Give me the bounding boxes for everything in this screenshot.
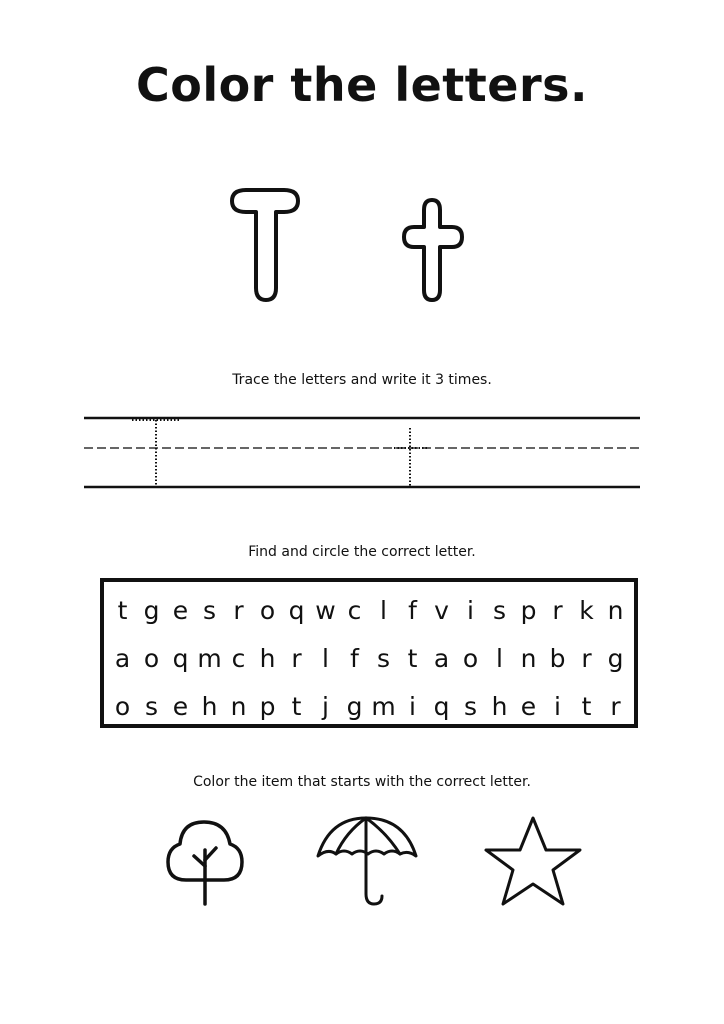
outlined-lowercase-t bbox=[404, 200, 462, 300]
grid-letter[interactable]: o bbox=[259, 596, 276, 625]
grid-letter[interactable]: q bbox=[433, 692, 450, 721]
grid-letter[interactable]: g bbox=[143, 596, 160, 625]
grid-letter[interactable]: s bbox=[202, 596, 217, 625]
grid-letter[interactable]: e bbox=[172, 596, 189, 625]
grid-letter[interactable]: l bbox=[322, 644, 329, 673]
grid-letter[interactable]: r bbox=[581, 644, 592, 673]
grid-letter[interactable]: s bbox=[376, 644, 391, 673]
star-icon[interactable] bbox=[486, 818, 580, 904]
outlined-uppercase-t bbox=[232, 190, 298, 300]
grid-letter[interactable]: f bbox=[350, 644, 359, 673]
grid-letter[interactable]: e bbox=[520, 692, 537, 721]
grid-letter[interactable]: h bbox=[259, 644, 276, 673]
grid-letter[interactable]: n bbox=[520, 644, 537, 673]
grid-letter[interactable]: t bbox=[581, 692, 592, 721]
grid-letter[interactable]: c bbox=[347, 596, 362, 625]
grid-letter[interactable]: r bbox=[610, 692, 621, 721]
grid-letter[interactable]: w bbox=[315, 596, 336, 625]
grid-letter[interactable]: l bbox=[380, 596, 387, 625]
grid-letter[interactable]: q bbox=[288, 596, 305, 625]
grid-letter[interactable]: g bbox=[346, 692, 363, 721]
page-title: Color the letters. bbox=[135, 58, 589, 112]
tracing-lines bbox=[84, 410, 640, 492]
grid-letter[interactable]: p bbox=[520, 596, 537, 625]
grid-letter[interactable]: j bbox=[322, 692, 329, 721]
grid-letter[interactable]: t bbox=[291, 692, 302, 721]
grid-letter[interactable]: f bbox=[408, 596, 417, 625]
grid-letter[interactable]: n bbox=[607, 596, 624, 625]
grid-letter[interactable]: a bbox=[433, 644, 450, 673]
grid-letter[interactable]: a bbox=[114, 644, 131, 673]
grid-letter[interactable]: o bbox=[114, 692, 131, 721]
grid-letter[interactable]: v bbox=[434, 596, 449, 625]
tree-icon[interactable] bbox=[168, 822, 242, 904]
grid-letter[interactable]: p bbox=[259, 692, 276, 721]
grid-letter[interactable]: q bbox=[172, 644, 189, 673]
find-instruction: Find and circle the correct letter. bbox=[248, 544, 476, 560]
grid-letter[interactable]: r bbox=[233, 596, 244, 625]
grid-letter[interactable]: m bbox=[197, 644, 222, 673]
grid-letter[interactable]: r bbox=[552, 596, 563, 625]
grid-letter[interactable]: t bbox=[117, 596, 128, 625]
grid-letter[interactable]: e bbox=[172, 692, 189, 721]
outlined-letters bbox=[0, 180, 724, 310]
grid-letter[interactable]: g bbox=[607, 644, 624, 673]
grid-letter[interactable]: s bbox=[492, 596, 507, 625]
grid-letter[interactable]: i bbox=[409, 692, 416, 721]
grid-letter[interactable]: l bbox=[496, 644, 503, 673]
letter-search-grid bbox=[100, 578, 638, 728]
grid-row-2 bbox=[104, 644, 634, 674]
grid-letter[interactable]: s bbox=[463, 692, 478, 721]
grid-letter[interactable]: n bbox=[230, 692, 247, 721]
grid-letter[interactable]: t bbox=[407, 644, 418, 673]
grid-letter[interactable]: b bbox=[549, 644, 566, 673]
grid-letter[interactable]: o bbox=[462, 644, 479, 673]
grid-letter[interactable]: s bbox=[144, 692, 159, 721]
grid-row-3 bbox=[104, 692, 634, 722]
grid-letter[interactable]: k bbox=[579, 596, 594, 625]
grid-letter[interactable]: o bbox=[143, 644, 160, 673]
dotted-lowercase-t bbox=[394, 428, 428, 486]
grid-letter[interactable]: c bbox=[231, 644, 246, 673]
trace-instruction: Trace the letters and write it 3 times. bbox=[232, 372, 492, 388]
color-instruction: Color the item that starts with the correct letter. bbox=[193, 774, 531, 790]
dotted-uppercase-t bbox=[132, 420, 180, 486]
grid-letter[interactable]: h bbox=[201, 692, 218, 721]
grid-letter[interactable]: i bbox=[467, 596, 474, 625]
grid-letter[interactable]: h bbox=[491, 692, 508, 721]
grid-letter[interactable]: r bbox=[291, 644, 302, 673]
umbrella-icon[interactable] bbox=[318, 818, 416, 904]
color-items bbox=[0, 810, 724, 920]
grid-row-1 bbox=[104, 596, 634, 626]
grid-letter[interactable]: m bbox=[371, 692, 396, 721]
grid-letter[interactable]: i bbox=[554, 692, 561, 721]
